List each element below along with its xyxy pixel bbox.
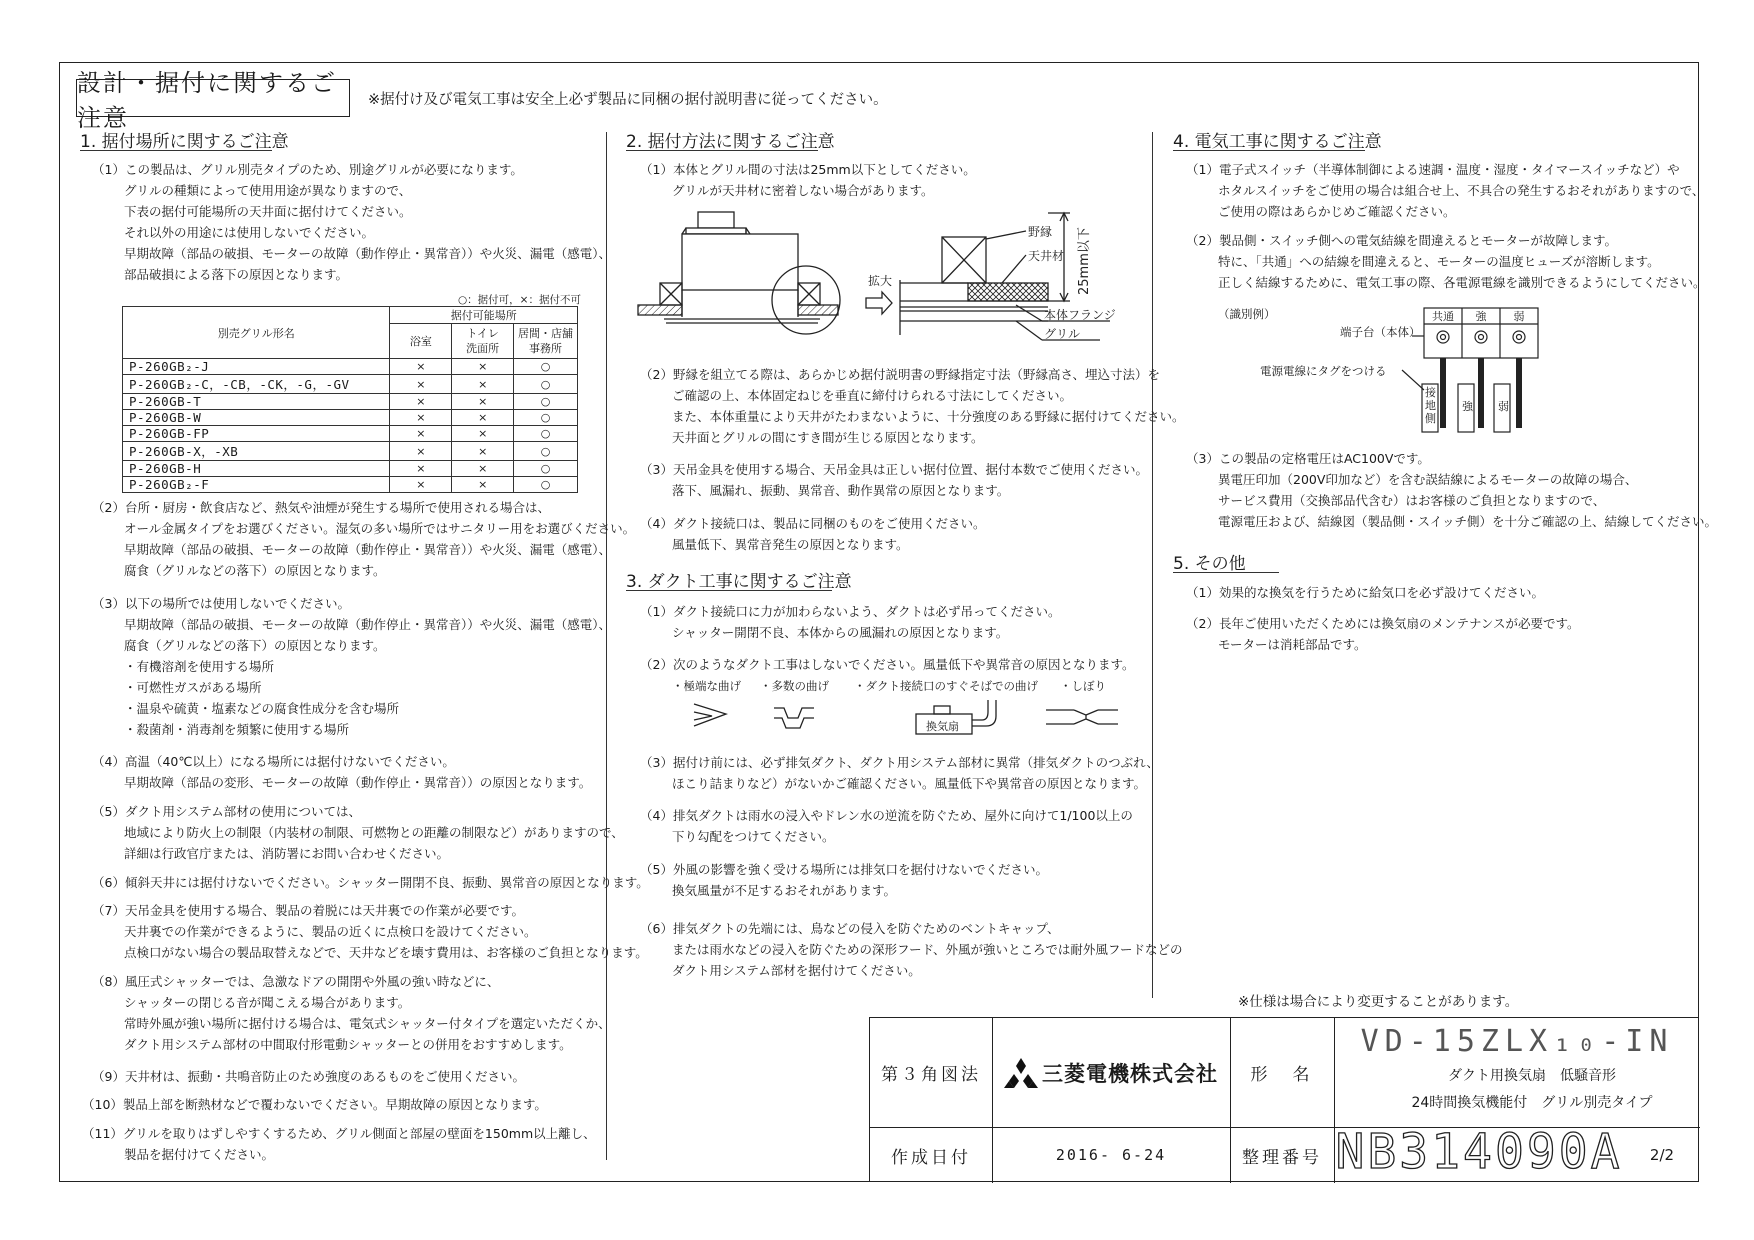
table-row: P-260GB-T × × ○ — [123, 394, 578, 410]
section4-item1: （1）電子式スイッチ（半導体制御による速調・温度・湿度・タイマースイッチなど）や ホタルスイッチをご使用の場合は組合せ上、不具合の発生するおそれがありますので、 ご使用の際はあらかじめご確認ください。 — [1186, 162, 1705, 219]
terminal-screw-common — [1437, 331, 1449, 343]
section5-item1: （1）効果的な換気を行うために給気口を必ず設けてください。 — [1186, 585, 1544, 600]
table-row: P-260GB-FP × × ○ — [123, 426, 578, 442]
section1-item7: （7）天吊金具を使用する場合、製品の着脱には天井裏での作業が必要です。 天井裏での作業ができるように、製品の近くに点検口を設けてください。 点検口がない場合の製品取替えなどで、天井などを壊す費用は、お客様のご負担となります。 — [92, 903, 648, 960]
multi-bend-top — [774, 708, 814, 718]
bend-label-1: ・極端な曲げ — [672, 679, 741, 693]
wire-strong — [1478, 358, 1484, 428]
label-flange: 本体フランジ — [1044, 308, 1116, 322]
table-row: P-260GB₂-J × × ○ — [123, 359, 578, 375]
header-note: ※据付け及び電気工事は安全上必ず製品に同梱の据付説明書に従ってください。 — [368, 92, 888, 108]
spec-note: ※仕様は場合により変更することがあります。 — [1238, 994, 1519, 1010]
section5-underline — [1173, 572, 1279, 573]
tag-text-weak: 弱 — [1498, 400, 1509, 413]
bend-label-3: ・ダクト接続口のすぐそばでの曲げ — [854, 679, 1038, 693]
table-row: P-260GB-H × × ○ — [123, 461, 578, 477]
col-install-places: 据付可能場所 — [390, 307, 578, 324]
wiring-diagram — [1340, 306, 1550, 436]
section1-item11: （11）グリルを取りはずしやすくするため、グリル側面と部屋の壁面を150mm以上離し、 製品を据付けてください。 — [82, 1126, 596, 1162]
model-desc-2: 24時間換気機能付 グリル別売タイプ — [1411, 1095, 1653, 1111]
table-row: P-260GB₂-F × × ○ — [123, 477, 578, 493]
section1-underline — [80, 150, 272, 151]
section5-item2: （2）長年ご使用いただくためには換気扇のメンテナンスが必要です。 モーターは消耗部品です。 — [1186, 616, 1580, 652]
column-divider-2 — [1152, 132, 1153, 998]
section1-item1: （1）この製品は、グリル別売タイプのため、別途グリルが必要になります。 グリルの種類によって使用用途が異なりますので、 下表の据付可能場所の天井面に据付けてください。 それ以外の用途には使用しないでください。 早期故障（部品の破損、モーターの故障（動作停止・異常音））や火災、漏電（感電）、 部品破損による落下の原因となります。 — [92, 162, 612, 282]
model-label: 形 名 — [1250, 1065, 1314, 1085]
col-living: 居間・店舗 事務所 — [514, 324, 578, 359]
section3-item1: （1）ダクト接続口に力が加わらないよう、ダクトは必ず吊ってください。 シャッター開閉不良、本体からの風漏れの原因となります。 — [640, 604, 1061, 640]
title-block — [869, 1017, 1699, 1182]
date-label: 作成日付 — [891, 1147, 971, 1168]
model-info — [1334, 1022, 1700, 1127]
section3-item5: （5）外風の影響を強く受ける場所には排気口を据付けないでください。 換気風量が不足するおそれがあります。 — [640, 862, 1048, 898]
detail-ceiling — [968, 283, 1048, 301]
duct-connector — [698, 212, 734, 228]
section2-title: 2. 据付方法に関するご注意 — [626, 132, 835, 152]
wiring-example-label: （識別例） — [1218, 307, 1276, 321]
section4-item3: （3）この製品の定格電圧はAC100Vです。 異電圧印加（200V印加など）を含む誤結線によるモーターの故障の場合、 サービス費用（交換部品代含む）はお客様のご負担となりますので、 電源電圧および、結線図（製品側・スイッチ側）を十分ご確認の上、結線してください。 — [1186, 451, 1718, 529]
terminal-label: 端子台（本体） — [1340, 325, 1421, 339]
label-weak: 弱 — [1513, 310, 1525, 323]
ceiling-right — [798, 305, 838, 315]
col-bath: 浴室 — [390, 324, 452, 359]
section3-underline — [626, 590, 832, 591]
label-strong: 強 — [1475, 310, 1487, 323]
label-common: 共通 — [1432, 310, 1454, 323]
col-grille-name: 別売グリル形名 — [123, 307, 390, 359]
section1-item6: （6）傾斜天井には据付けないでください。シャッター開閉不良、振動、異常音の原因となります。 — [92, 875, 649, 890]
section1-item5: （5）ダクト用システム部材の使用については、 地域により防火上の制限（内装材の制限、可燃物との距離の制限など）がありますので、 詳細は行政官庁または、消防署にお問い合わせください。 — [92, 804, 624, 861]
duct-bend-diagrams — [690, 698, 1120, 738]
section2-item2: （2）野縁を組立てる際は、あらかじめ据付説明書の野縁指定寸法（野縁高さ、埋込寸法）を ご確認の上、本体固定ねじを垂直に締付けられる寸法にしてください。 また、本体重量により天井がたわまないように、十分強度のある野縁に据付けてください。 天井面とグリルの間にすき間が生じる原因となります。 — [640, 367, 1185, 445]
terminal-screw-weak — [1513, 331, 1525, 343]
grille-table — [122, 306, 578, 493]
unit-body — [682, 234, 798, 290]
section3-item6: （6）排気ダクトの先端には、鳥などの侵入を防ぐためのベントキャップ、 または雨水などの浸入を防ぐための深形フード、外風が強いところでは耐外風フードなどの ダクト用システム部材を据付けてください。 — [640, 921, 1183, 978]
ceiling-left — [638, 305, 682, 315]
tag-label: 電源電線にタグをつける — [1260, 364, 1387, 378]
section2-underline — [626, 150, 818, 151]
company-logo: 三菱電機株式会社 — [992, 1018, 1230, 1127]
label-joist: 野縁 — [1028, 225, 1053, 239]
table-row: P-260GB₂-C，-CB，-CK，-G，-GV × × ○ — [123, 375, 578, 394]
label-ceiling: 天井材 — [1028, 249, 1065, 263]
section1-item10: （10）製品上部を断熱材などで覆わないでください。早期故障の原因となります。 — [82, 1097, 547, 1112]
section5-title: 5. その他 — [1173, 554, 1246, 574]
wire-common — [1440, 358, 1446, 428]
section3-item3: （3）据付け前には、必ず排気ダクト、ダクト用システム部材に異常（排気ダクトのつぶれ、 ほこり詰まりなど）がないかご確認ください。風量低下や異常音の原因となります。 — [640, 755, 1159, 791]
page-number: 2/2 — [1649, 1146, 1675, 1164]
creation-date: 2016- 6-24 — [1055, 1146, 1167, 1164]
section4-item2: （2）製品側・スイッチ側への電気結線を間違えるとモーターが故障します。 特に、「共通」への結線を間違えると、モーターの温度ヒューズが溶断します。 正しく結線するために、電気工事の際、各電源電線を識別できるようにしてください。 — [1186, 233, 1706, 290]
section1-item8: （8）風圧式シャッターでは、急激なドアの開閉や外風の強い時などに、 シャッターの閉じる音が聞こえる場合があります。 常時外風が強い場所に据付ける場合は、電気式シャッター付タイプを選定いただくか、 ダクト用システム部材の中間取付形電動シャッターとの併用をおすすめします。 — [92, 974, 611, 1052]
terminal-screw-strong — [1475, 331, 1487, 343]
projection-method: 第３角図法 — [881, 1065, 981, 1085]
section2-item3: （3）天吊金具を使用する場合、天吊金具は正しい据付位置、据付本数でご使用ください。 落下、風漏れ、振動、異常音、動作異常の原因となります。 — [640, 462, 1148, 498]
installation-diagram — [630, 195, 1130, 355]
registration-number: NB314090A — [1335, 1124, 1623, 1180]
page-title: 設計・据付に関するご注意 — [76, 79, 350, 117]
registration-label: 整理番号 — [1242, 1147, 1322, 1168]
fan-label: 換気扇 — [926, 720, 959, 733]
close-bend-1 — [972, 700, 988, 720]
label-grille: グリル — [1044, 327, 1081, 341]
section3-title: 3. ダクト工事に関するご注意 — [626, 572, 852, 592]
col-toilet: トイレ 洗面所 — [452, 324, 514, 359]
bend-label-4: ・しぼり — [1060, 679, 1106, 693]
section1-item4: （4）高温（40℃以上）になる場所には据付けないでください。 早期故障（部品の変形、モーターの故障（動作停止・異常音））の原因となります。 — [92, 754, 592, 790]
section4-title: 4. 電気工事に関するご注意 — [1173, 132, 1382, 152]
magnifier-circle — [772, 266, 840, 334]
table-row: P-260GB-X，-XB × × ○ — [123, 442, 578, 461]
section1-item3: （3）以下の場所では使用しないでください。 早期故障（部品の破損、モーターの故障（動作停止・異常音））や火災、漏電（感電）、 腐食（グリルなどの落下）の原因となります。 ・有機溶剤を使用する場所 ・可燃性ガスがある場所 ・温泉や硫黄・塩素などの腐食性成分を含む場所 ・殺菌剤・消毒剤を頻繁に使用する場所 — [92, 596, 612, 737]
model-desc-1: ダクト用換気扇 低騒音形 — [1448, 1068, 1616, 1084]
wire-weak — [1516, 358, 1522, 428]
section3-item2: （2）次のようなダクト工事はしないでください。風量低下や異常音の原因となります。 — [640, 657, 1135, 672]
section1-item2: （2）台所・厨房・飲食店など、熱気や油煙が発生する場所で使用される場合は、 オール金属タイプをお選びください。湿気の多い場所ではサニタリー用をお選びください。 早期故障（部品の破損、モーターの故障（動作停止・異常音））や火災、漏電（感電）、 腐食（グリルなどの落下）の原因となります。 — [92, 500, 636, 578]
tag-text-ground: 接地側 — [1425, 386, 1436, 425]
label-enlarge: 拡大 — [868, 274, 893, 288]
label-dimension: 25mm以下 — [1077, 227, 1092, 295]
tag-text-strong: 強 — [1462, 400, 1473, 413]
enlarge-arrow — [866, 292, 892, 314]
section1-title: 1. 据付場所に関するご注意 — [80, 132, 289, 152]
section2-item1: （1）本体とグリル間の寸法は25mm以下としてください。 グリルが天井材に密着しない場合があります。 — [640, 162, 976, 198]
section2-item4: （4）ダクト接続口は、製品に同梱のものをご使用ください。 風量低下、異常音発生の原因となります。 — [640, 516, 986, 552]
model-number: VD-15ZLX₁₀-IN — [1360, 1024, 1674, 1059]
section1-item9: （9）天井材は、振動・共鳴音防止のため強度のあるものをご使用ください。 — [92, 1069, 525, 1084]
three-diamonds-icon — [1004, 1058, 1038, 1088]
table-legend: ○：据付可，×：据付不可 — [458, 294, 581, 306]
table-row: P-260GB-W × × ○ — [123, 410, 578, 426]
section3-item4: （4）排気ダクトは雨水の浸入やドレン水の逆流を防ぐため、屋外に向けて1/100以上の 下り勾配をつけてください。 — [640, 808, 1133, 844]
section4-underline — [1173, 150, 1365, 151]
bend-label-2: ・多数の曲げ — [760, 679, 829, 693]
